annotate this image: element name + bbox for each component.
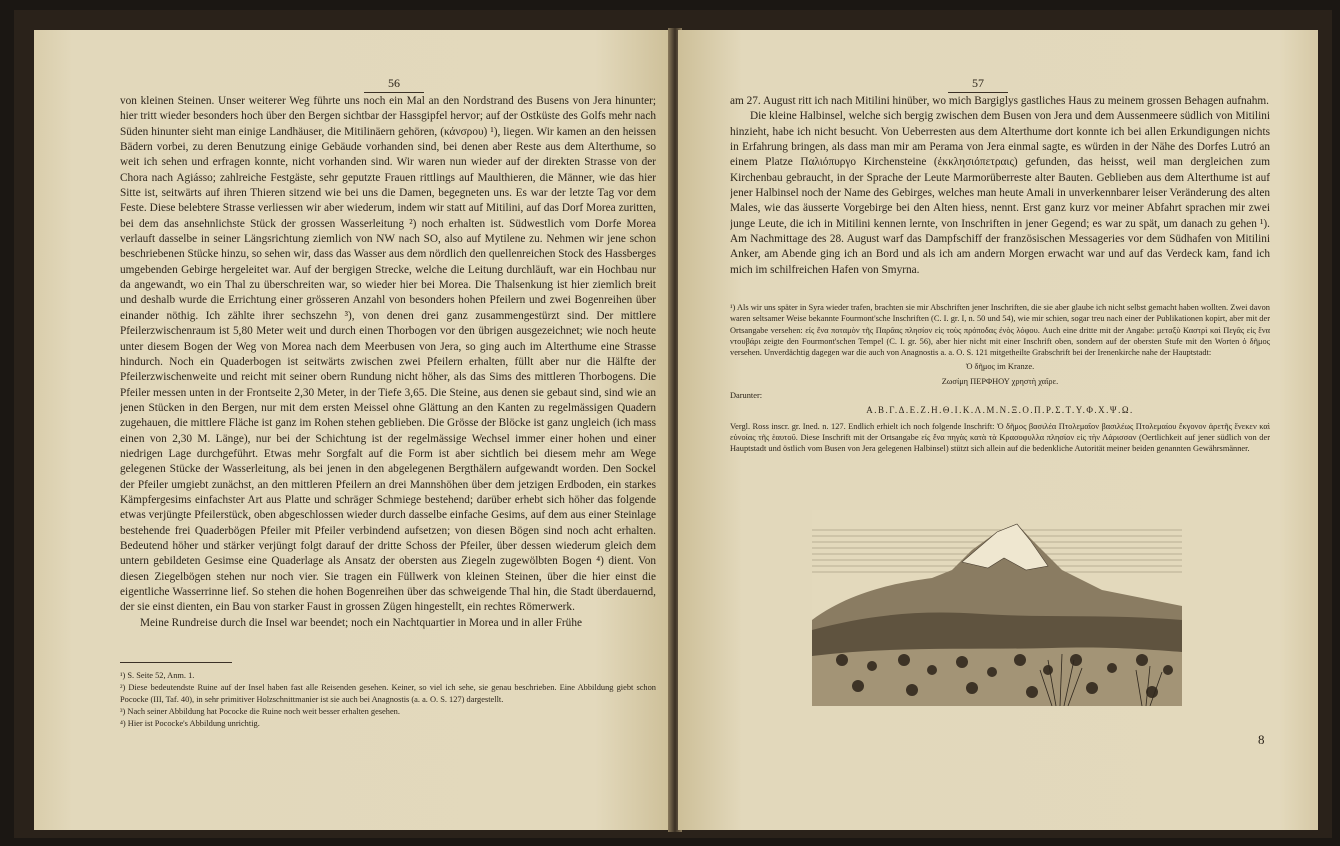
footnote: ²) Diese bedeutendste Ruine auf der Insel haben fast alle Reisenden gesehen. Keiner, so viel ich sehe, sie genau beschrieben. Eine Abbildung giebt schon Pococke (III, Taf. 40), in sehr primitiver Holzschnittmanier ist sie auch bei Anagnostis (a. a. O. S. 127) dargestellt. [120,683,656,704]
footnote: ³) Nach seiner Abbildung hat Pococke die Ruine noch weit besser erhalten gesehen. [120,706,400,716]
header-rule [948,92,1008,93]
inscription-line: Ὁ δῆμος im Kranze. [965,362,1035,372]
header-rule [364,92,424,93]
right-page [678,30,1318,830]
paragraph: von kleinen Steinen. Unser weiterer Weg führte uns noch ein Mal an den Nordstrand des Busens von Jera hinunter; hier tritt wieder besonders hoch über den Bergen sichtbar der Hassgipfel hervor; auf der Ostküste des Golfs mehr nach Süden hinunter sieht man einige Landhäuser, die Mitilinäern gehören, (κάνσρου) ¹), liegen. Wir kamen an den heissen Bädern vorbei, zu deren Benutzung einige Gebäude vorhanden sind, bei denen aber Reste aus dem Alterthume, so weit ich sehen und erfragen konnte, nicht vorhanden sind. Wir waren nun wieder auf der direkten Strasse von der Chora nach Agiásso; zahlreiche Festgäste, sehr geputzte Frauen rittlings auf Maulthieren, die Männer, wie das hier Sitte ist, seitwärts auf ihren Thieren sitzend wie bei uns die Damen, begegneten uns. Es war der letzte Tag vor dem Feste. Diese belebtere Strasse verliessen wir aber wiederum, indem wir statt auf Mitilini, auf das Dorf Morea zuritten, bei dem das ansehnlichste Stück der grossen Wasserleitung ²) noch erhalten ist. Südwestlich vom Dorfe Morea verlauft dasselbe in seiner Längsrichtung ziemlich von NW nach SO, also auf Mytilene zu. Nehmen wir jene schon beschriebenen Stücke hinzu, so sehen wir, dass das Wasser aus dem nördlich den quellenreichen Stock des Hassberges umgebenden Gebirge hergeleitet war. Auf der bergigen Strecke, welche die Leitung durchläuft, war ein Hochbau nur da angewandt, wo ein Thal zu überschreiten war, so wieder hier bei Morea. Die Thalsenkung ist hier ziemlich breit und deshalb wurde die Errichtung einer grösseren Anzahl von besonders hohen Pfeilern und zwei Bogenreihen über einander nöthig. Ich zählte ihrer sechszehn ³), von denen drei ganz zusammengestürzt sind. Der mittlere Pfeilerzwischenraum ist 5,80 Meter weit und durch einen Thorbogen vor den übrigen ausgezeichnet; wie noch heute unter diesem Bogen der Weg von Morea nach dem Meerbusen von Jera, so ging auch im Alterthume eine Strasse hindurch. Noch ein Quaderbogen ist seitwärts zwischen zwei Pfeilern erhalten, füllt aber nur die Hälfte der Pfeilerzwischenweite und reicht mit seiner obern Rundung nicht höher, als das Sims des mittleren Thorbogens. Die Pfeiler messen unten in der Frontseite 2,30 Meter, in der Tiefe 3,65. Die Steine, aus denen sie gebaut sind, sind wie an jenen Stücken in den Bergen, nur mit dem ersten Meissel ohne Glättung an den Kanten zu regelmässigen Quadern zugehauen, die mittlere Fläche ist ganz im Rohen stehen geblieben. Die Grösse der Blöcke ist ganz ungleich (ich mass einen von 2,30 M. Länge), nur bei der Schichtung ist der regelmässige Wechsel immer einer hohen und einer niedrigen Lage durchgeführt. Etwas mehr Sorgfalt auf die Form ist aber sichtlich bei diesem mehr am Wege gelegenen Stücke der Wasserleitung, als bei jenen in den abgelegenen Bergthälern aufgewandt worden. Den Sockel der Pfeiler umgiebt zunächst, an den mittleren Pfeilern an drei Mannshöhen über dem jetzigen Erdboden, ein starkes Kämpfergesims einfachster Art aus Platte und schräger Schmiege bestehend; darüber erhebt sich höher das folgende etwas verjüngte Pfeilerstück, oben abgeschlossen wieder durch dasselbe einfache Gesims, auf dem aus einer Steinlage bestehende frei Quaderbögen Pfeiler mit Pfeiler verbindend aufsetzen; von diesen Bögen sind noch acht erhalten. Bedeutend höher und stärker verjüngt folgt darauf der dritte Schoss der Pfeiler, über dessen wiederum gleich dem untern gebildeten Gesimse eine Quaderlage als Ansatz der obersten aus Ziegeln zugewölbten Bogen ⁴) dient. Von diesen Ziegelbögen stehen nur noch vier. Sie tragen ein Füllwerk von kleinen Steinen, über die hier einst die eigentliche Wasserrinne lief. So stehen die hohen Bogenreihen über das schweigende Thal hin, die Stadt überdauernd, der sie einst dienten, ein Bau von starker Faust in grossen Zügen hingestellt, ein rechtes Römerwerk. [120,95,656,614]
footnote-label: Darunter: [730,391,763,401]
footnote: ⁴) Hier ist Pococke's Abbildung unrichtig. [120,719,260,729]
page-number: 56 [388,76,400,90]
paragraph: am 27. August ritt ich nach Mitilini hinüber, wo mich Bargiglys gastliches Haus zu meinem grossen Behagen aufnahm. [730,95,1269,107]
catchword: 8 [1258,732,1265,747]
inscription-line: Ζωσίμη ΠΕΡΦΗΟΥ χρηστὴ χαῖρε. [941,376,1059,386]
footnote: ¹) S. Seite 52, Anm. 1. [120,671,195,680]
body-text [730,94,1270,290]
landscape-illustration [812,510,1182,706]
footnote-rule [120,662,232,663]
paragraph: Die kleine Halbinsel, welche sich bergig zwischen dem Busen von Jera und dem Aussenmeere südlich von Mitilini hinzieht, habe ich nicht besucht. Von Ueberresten aus dem Alterthume dort konnte ich bei allen Erkundigungen nichts in Erfahrung bringen, als dass man mir am Perama von Jera einmal sagte, es würden in der Nähe des Dorfes Lutró an einem Platze Παλιόπυργο Kirchensteine (ἐκκλησιόπετραις) gefunden, das heisst, weil man dergleichen zum Kirchenbau gebraucht, in der Sprache der Leute Marmorüberreste alter Bauten. Geblieben aus dem Alterthume ist auf jener Halbinsel noch der Name des Gebirges, welches man heute Amali in unverkennbarer leiser Veränderung des alten Males, wie das äusserte Vorgebirge bei den Alten hiess, nennt. Erst ganz kurz vor meiner Abfahrt sprachen mir zwei junge Leute, die ich in Mitilini kennen lernte, von Inschriften in jener Gegend; es war zu spät, um danach zu gehen ¹). Am Nachmittage des 28. August warf das Dampfschiff der französischen Messageries vor dem Südhafen von Mitilini Anker, am Abende ging ich an Bord und als ich am andern Morgen erwacht war und auf das Verdeck kam, fand ich mich im schilfreichen Hafen von Smyrna. [730,110,1270,276]
page-number: 57 [972,76,984,90]
body-text [120,94,656,654]
book-spread [14,10,1332,838]
left-page [34,30,672,830]
paragraph: Meine Rundreise durch die Insel war beendet; noch ein Nachtquartier in Morea und in aller Frühe [140,616,582,629]
footnote: Vergl. Ross inscr. gr. Ined. n. 127. Endlich erhielt ich noch folgende Inschrift: Ὁ δῆμος βασιλέα Πτολεμαῖον βασιλέως Πτολεμαίου ἔκγονον ἀρετῆς ἕνεκεν καὶ εὐνοίας τῆς ἑαυτοῦ. Diese Inschrift mit der Ortsangabe εἰς ἕνα πηγὰς κατὰ τὰ Κρασοφυλλα πλησίον εἰς τὴν Λάρισσαν (Oertlichkeit auf jener südlich von der Hauptstadt und östlich vom Busen von Jera gelegenen Halbinsel) stützt sich allein auf die bedenkliche Autorität meiner beiden genannten Gewährsmänner. [730,421,1270,454]
footnote: ¹) Als wir uns später in Syra wieder trafen, brachten sie mir Abschriften jener Inschriften, die sie aber glaube ich nicht selbst gemacht haben wollten. Zwei davon waren seltsamer Weise bekannte Fourmont'sche Inschriften (C. I. gr. I, n. 50 und 54), wie mir schien, sogar treu nach einer der Publikationen kopirt, aber mit der Ortsangabe versehen: εἰς ἕνα ποταμὸν τῆς Παρᾶας πλησίον εἰς τοὺς πρόποδας ἐνὸς λόφου. Auch eine dritte mit der Angabe: μεταξὺ Καστρὶ καὶ Πεγᾶς εἰς ἕνα ντουβάρι zeigte den Fourmont'schen Tempel (C. I. gr. 56), aber hier nicht mit einer Inschrift oben, sondern auf der obersten Stufe mit den Worten ὁ δῆμος versehen. Unverdächtig dagegen war die auch von Anagnostis a. a. O. S. 121 mitgetheilte Grabschrift bei der Irenenkirche nahe der Hauptstadt: [730,303,1270,358]
footnotes [730,302,1270,456]
greek-alphabet: A.B.Γ.Δ.E.Z.H.Θ.I.K.Λ.M.N.Ξ.O.Π.P.Σ.T.Y.Φ.X.Ψ.Ω. [866,405,1134,416]
footnotes [120,670,656,730]
